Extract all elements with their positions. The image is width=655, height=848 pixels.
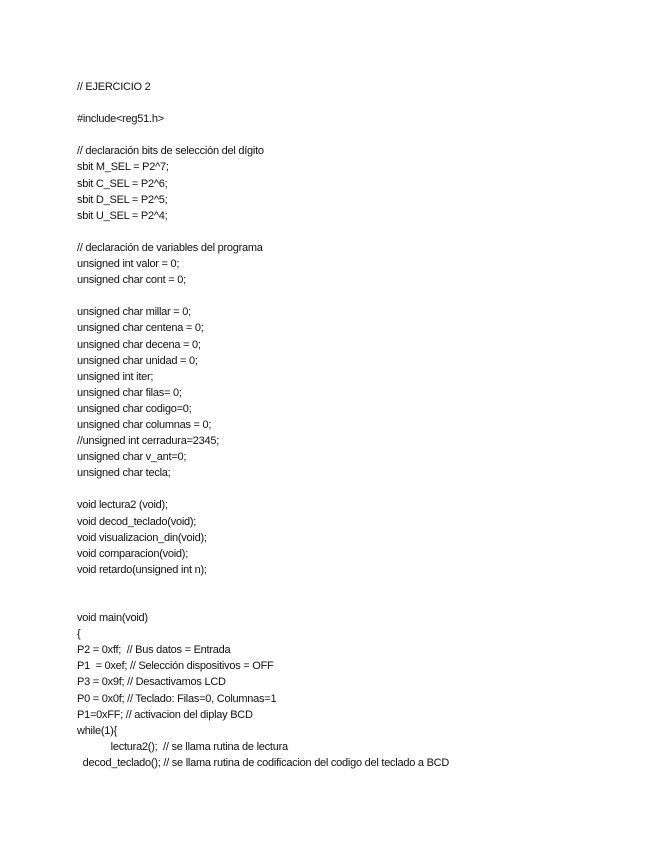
- code-line: unsigned int iter;: [77, 370, 154, 383]
- code-line: while(1){: [77, 724, 117, 737]
- code-line: [77, 95, 449, 111]
- code-line: P3 = 0x9f; // Desactivamos LCD: [77, 676, 226, 689]
- code-line: unsigned char tecla;: [77, 467, 171, 480]
- code-line: lectura2(); // se llama rutina de lectura: [77, 740, 288, 753]
- code-line: unsigned char columnas = 0;: [77, 418, 212, 431]
- code-line: decod_teclado(); // se llama rutina de codificacion del codigo del teclado a BCD: [77, 756, 450, 769]
- code-line: sbit C_SEL = P2^6;: [77, 177, 168, 190]
- code-line: P1 = 0xef; // Selección dispositivos = OFF: [77, 660, 274, 673]
- code-line: [77, 594, 449, 610]
- code-line: unsigned char codigo=0;: [77, 402, 192, 415]
- code-line: unsigned char cont = 0;: [77, 274, 186, 287]
- code-line: unsigned int valor = 0;: [77, 258, 180, 271]
- code-line: void visualizacion_din(void);: [77, 531, 207, 544]
- code-line: [77, 127, 449, 143]
- code-line: P2 = 0xff; // Bus datos = Entrada: [77, 644, 231, 657]
- code-line: unsigned char decena = 0;: [77, 338, 201, 351]
- code-line: unsigned char centena = 0;: [77, 322, 204, 335]
- source-code: [77, 79, 449, 771]
- code-line: unsigned char unidad = 0;: [77, 354, 198, 367]
- code-line: // declaración bits de selección del dígito: [77, 145, 264, 158]
- code-line: {: [77, 628, 81, 641]
- code-line: #include<reg51.h>: [77, 113, 164, 126]
- code-line: unsigned char v_ant=0;: [77, 451, 187, 464]
- code-line: [77, 288, 449, 304]
- code-line: // declaración de variables del programa: [77, 241, 263, 254]
- code-line: P1=0xFF; // activacion del diplay BCD: [77, 708, 253, 721]
- code-line: [77, 481, 449, 497]
- code-line: void comparacion(void);: [77, 547, 189, 560]
- code-line: void main(void): [77, 612, 148, 625]
- code-line: //unsigned int cerradura=2345;: [77, 435, 220, 448]
- code-line: [77, 578, 449, 594]
- code-line: // EJERCICIO 2: [77, 81, 151, 93]
- code-line: unsigned char filas= 0;: [77, 386, 182, 399]
- code-line: sbit D_SEL = P2^5;: [77, 193, 168, 206]
- code-line: sbit U_SEL = P2^4;: [77, 209, 168, 222]
- code-line: void lectura2 (void);: [77, 499, 168, 512]
- code-line: P0 = 0x0f; // Teclado: Filas=0, Columnas=1: [77, 692, 277, 705]
- code-line: void retardo(unsigned int n);: [77, 563, 207, 576]
- code-line: sbit M_SEL = P2^7;: [77, 161, 169, 174]
- code-line: unsigned char millar = 0;: [77, 306, 191, 319]
- code-line: void decod_teclado(void);: [77, 515, 197, 528]
- code-line: [77, 224, 449, 240]
